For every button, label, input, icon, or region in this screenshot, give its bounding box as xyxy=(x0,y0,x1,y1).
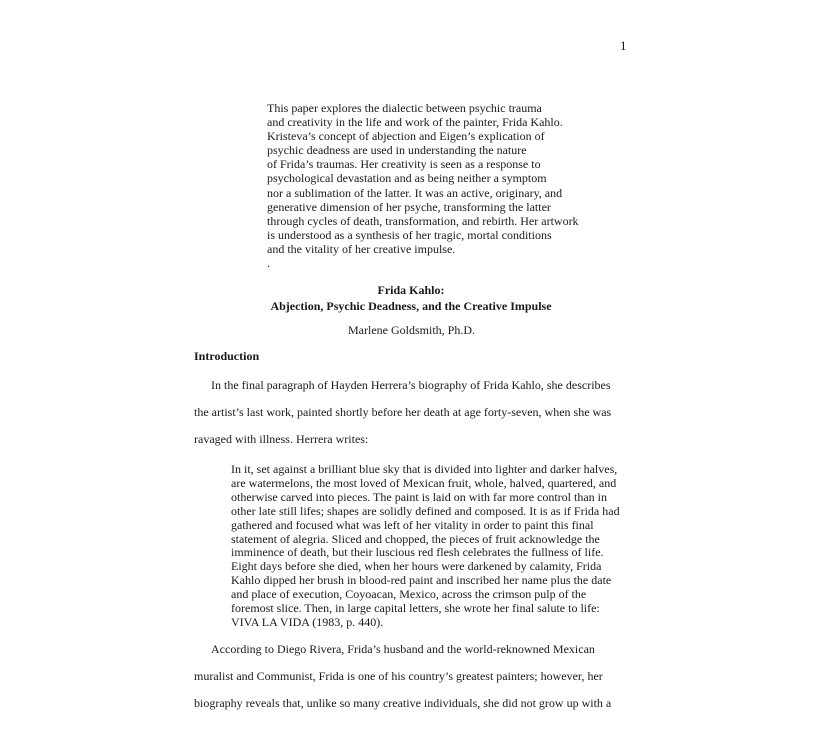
quote-line: VIVA LA VIDA (1983, p. 440). xyxy=(231,614,384,629)
quote-line: and place of execution, Coyoacan, Mexico, across the crimson pulp of the xyxy=(231,587,587,602)
title-line-1: Frida Kahlo: xyxy=(377,283,445,297)
abstract-line: is understood as a synthesis of her tragic, mortal conditions xyxy=(267,227,552,242)
quote-line: Eight days before she died, when her hours were darkened by calamity, Frida xyxy=(231,559,602,574)
abstract-line: Kristeva’s concept of abjection and Eigen’s explication of xyxy=(267,129,545,144)
abstract-line: This paper explores the dialectic between psychic trauma xyxy=(267,101,542,115)
abstract-line: . xyxy=(267,256,270,271)
abstract-line: generative dimension of her psyche, transforming the latter xyxy=(267,199,551,214)
paragraph-line: the artist’s last work, painted shortly before her death at age forty-seven, when she was xyxy=(194,405,612,419)
author-name: Marlene Goldsmith, Ph.D. xyxy=(348,323,475,337)
page-number: 1 xyxy=(620,38,627,53)
quote-line: otherwise carved into pieces. The paint is laid on with far more control than in xyxy=(231,489,608,504)
abstract-line: nor a sublimation of the latter. It was an active, originary, and xyxy=(267,185,563,200)
abstract-line: of Frida’s traumas. Her creativity is seen as a response to xyxy=(267,157,541,172)
paragraph-line: According to Diego Rivera, Frida’s husband and the world-reknowned Mexican xyxy=(211,642,595,656)
quote-line: other late still lifes; shapes are solidly defined and composed. It is as if Frida had xyxy=(231,503,620,518)
title-line-2: Abjection, Psychic Deadness, and the Creative Impulse xyxy=(270,298,552,313)
paper-title xyxy=(0,283,820,314)
block-quote xyxy=(231,463,631,630)
abstract-line: and creativity in the life and work of the painter, Frida Kahlo. xyxy=(267,115,563,130)
abstract-line: and the vitality of her creative impulse. xyxy=(267,241,456,256)
paragraph-line: ravaged with illness. Herrera writes: xyxy=(194,432,369,446)
abstract-line: psychological devastation and as being neither a symptom xyxy=(267,171,547,186)
abstract xyxy=(267,101,627,270)
quote-line: In it, set against a brilliant blue sky that is divided into lighter and darker halves, xyxy=(231,462,618,476)
quote-line: are watermelons, the most loved of Mexican fruit, whole, halved, quartered, and xyxy=(231,475,617,490)
quote-line: statement of alegria. Sliced and chopped, the pieces of fruit acknowledge the xyxy=(231,531,600,546)
quote-line: foremost slice. Then, in large capital letters, she wrote her final salute to life: xyxy=(231,601,600,616)
abstract-line: psychic deadness are used in understanding the nature xyxy=(267,143,527,158)
quote-line: gathered and focused what was left of her vitality in order to paint this final xyxy=(231,517,594,532)
section-heading: Introduction xyxy=(194,349,260,363)
quote-line: Kahlo dipped her brush in blood-red paint and inscribed her name plus the date xyxy=(231,573,612,588)
quote-line: imminence of death, but their luscious red flesh celebrates the fullness of life. xyxy=(231,545,604,560)
abstract-line: through cycles of death, transformation, and rebirth. Her artwork xyxy=(267,213,579,228)
paragraph-line: biography reveals that, unlike so many creative individuals, she did not grow up with a xyxy=(194,696,612,710)
paragraph-line: In the final paragraph of Hayden Herrera’s biography of Frida Kahlo, she describes xyxy=(211,378,611,392)
paragraph-line: muralist and Communist, Frida is one of his country’s greatest painters; however, her xyxy=(194,669,603,683)
